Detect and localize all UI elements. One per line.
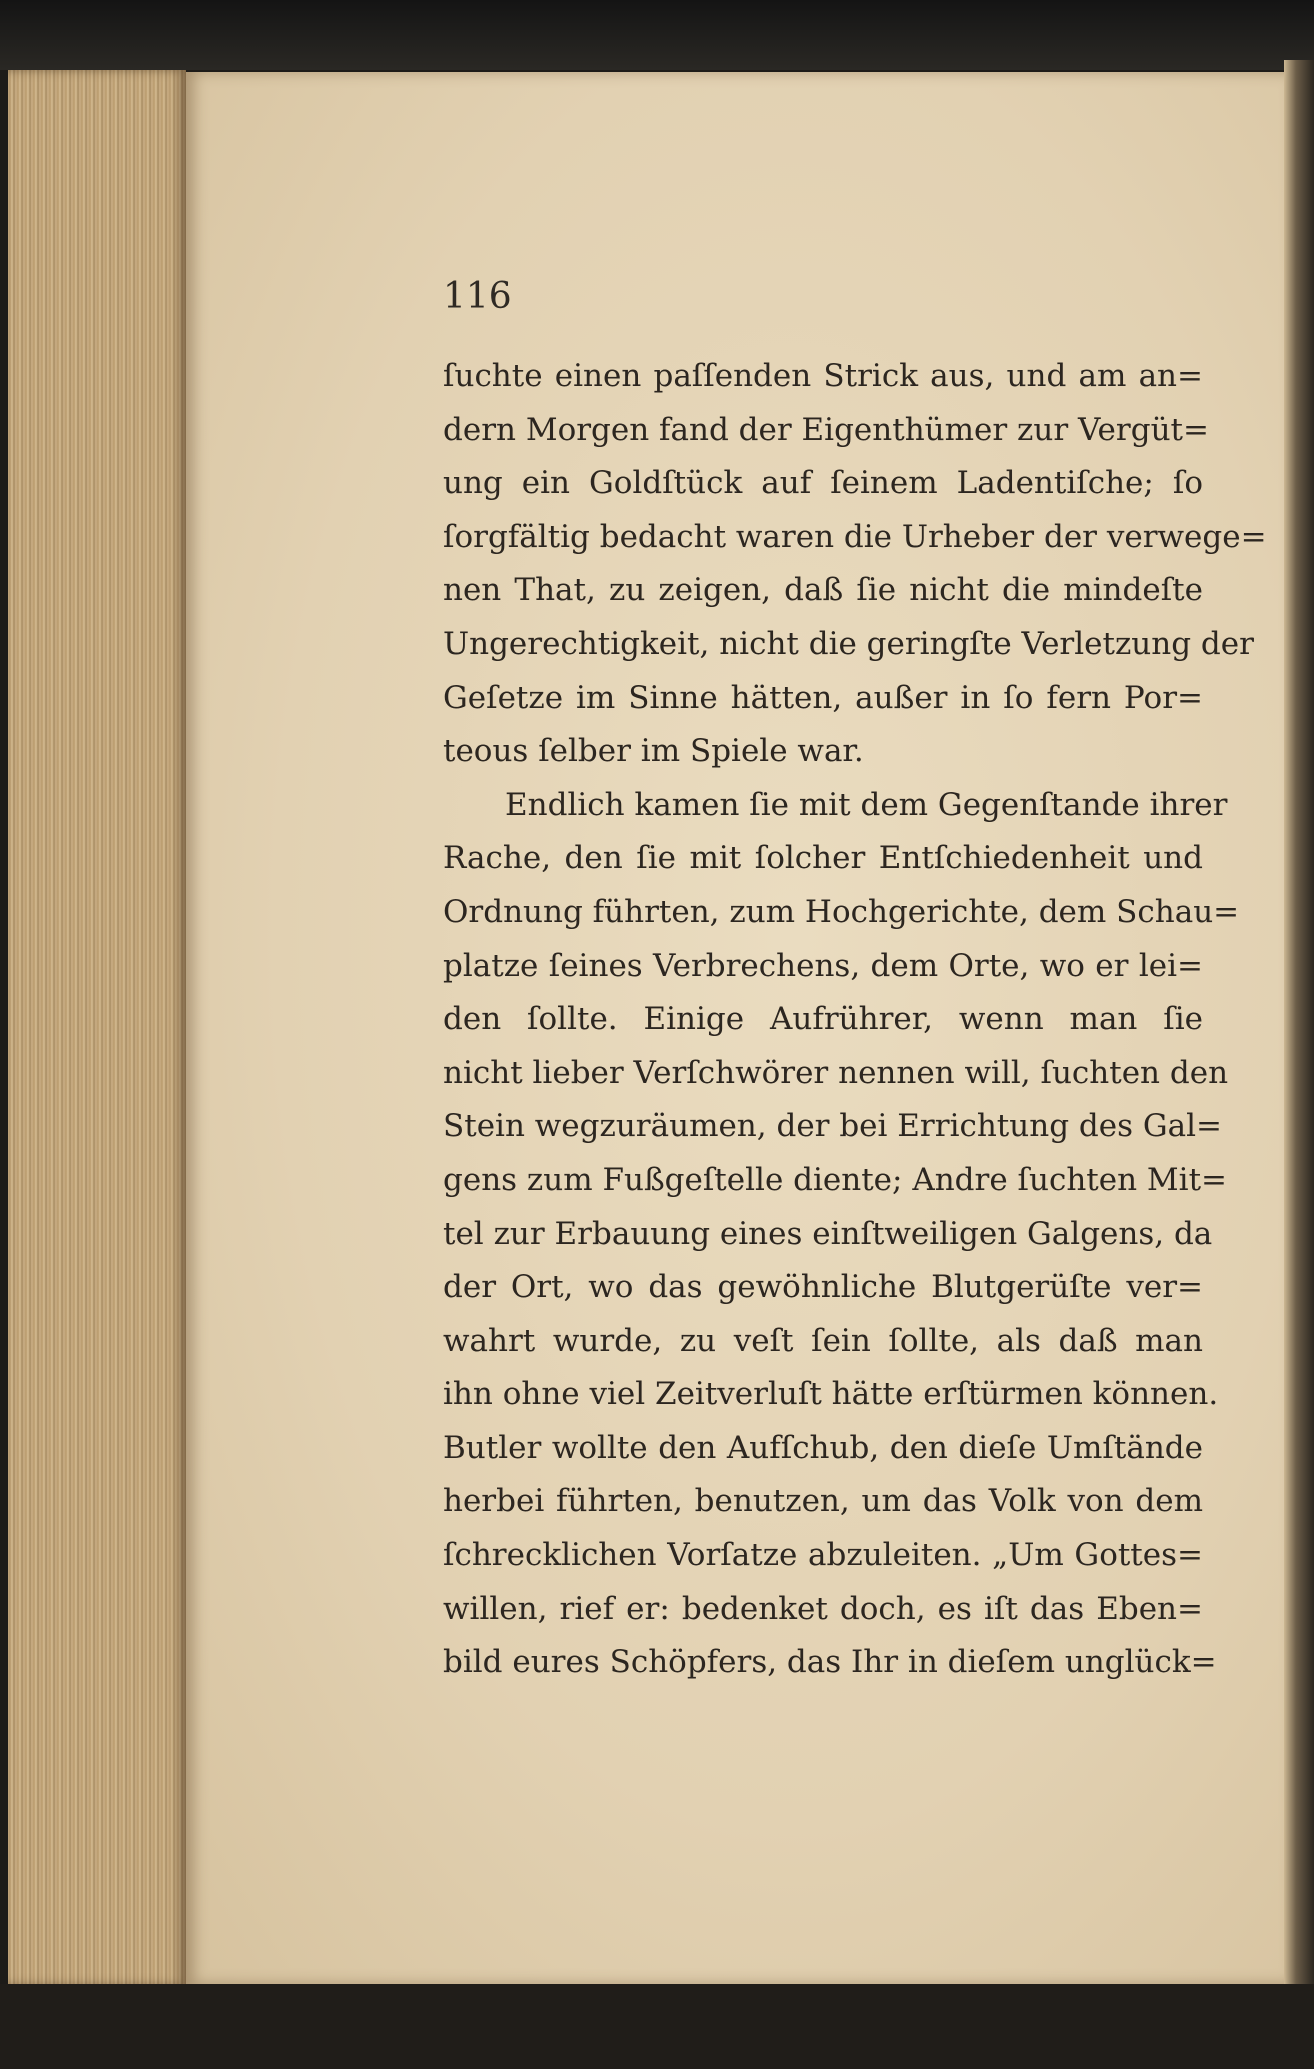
- text-line: herbei führten, benutzen, um das Volk von dem: [443, 1483, 1203, 1520]
- text-line: ſchrecklichen Vorſatze abzuleiten. „Um Gottes=: [443, 1537, 1203, 1574]
- text-line: willen, rief er: bedenket doch, es iſt das Eben=: [443, 1590, 1203, 1627]
- text-line: Rache, den ſie mit ſolcher Entſchiedenheit und: [443, 840, 1203, 877]
- text-line: dern Morgen fand der Eigenthümer zur Vergüt=: [443, 411, 1209, 448]
- book-page-edges: [8, 70, 186, 1985]
- text-line: Geſetze im Sinne hätten, außer in ſo fern Por=: [443, 679, 1203, 716]
- text-line: Butler wollte den Aufſchub, den dieſe Umſtände: [443, 1429, 1203, 1466]
- text-line: Stein wegzuräumen, der bei Errichtung des Gal=: [443, 1108, 1222, 1145]
- text-line: gens zum Fußgeſtelle diente; Andre ſuchten Mit=: [443, 1161, 1228, 1198]
- text-line: bild eures Schöpfers, das Ihr in dieſem unglück=: [443, 1644, 1217, 1681]
- book-spine-edge: [1284, 60, 1314, 1990]
- text-line: der Ort, wo das gewöhnliche Blutgerüſte ver=: [443, 1269, 1203, 1306]
- text-line: den ſollte. Einige Aufrührer, wenn man ſie: [443, 1001, 1203, 1038]
- text-line: tel zur Erbauung eines einſtweiligen Galgens, da: [443, 1215, 1213, 1252]
- text-line: teous ſelber im Spiele war.: [443, 733, 864, 770]
- text-line: ung ein Goldſtück auf ſeinem Ladentiſche; ſo: [443, 465, 1203, 502]
- body-text: [443, 350, 1267, 1690]
- page-number: 116: [443, 276, 512, 317]
- text-line: ſorgfältig bedacht waren die Urheber der verwege=: [443, 518, 1267, 555]
- text-line: platze ſeines Verbrechens, dem Orte, wo er lei=: [443, 947, 1203, 984]
- text-line: Ungerechtigkeit, nicht die geringſte Verletzung der: [443, 625, 1254, 662]
- scan-background-bottom: [0, 1984, 1314, 2069]
- text-line: Ordnung führten, zum Hochgerichte, dem Schau=: [443, 893, 1240, 930]
- scan-background-top: [0, 0, 1314, 70]
- text-line: nicht lieber Verſchwörer nennen will, ſuchten den: [443, 1054, 1229, 1091]
- text-line: ihn ohne viel Zeitverluſt hätte erſtürmen können.: [443, 1376, 1219, 1413]
- text-line: Endlich kamen ſie mit dem Gegenſtande ihrer: [505, 786, 1228, 823]
- text-line: nen That, zu zeigen, daß ſie nicht die mindeſte: [443, 572, 1203, 609]
- text-line: wahrt wurde, zu veſt ſein ſollte, als daß man: [443, 1322, 1203, 1359]
- text-line: ſuchte einen paſſenden Strick aus, und am an=: [443, 358, 1203, 394]
